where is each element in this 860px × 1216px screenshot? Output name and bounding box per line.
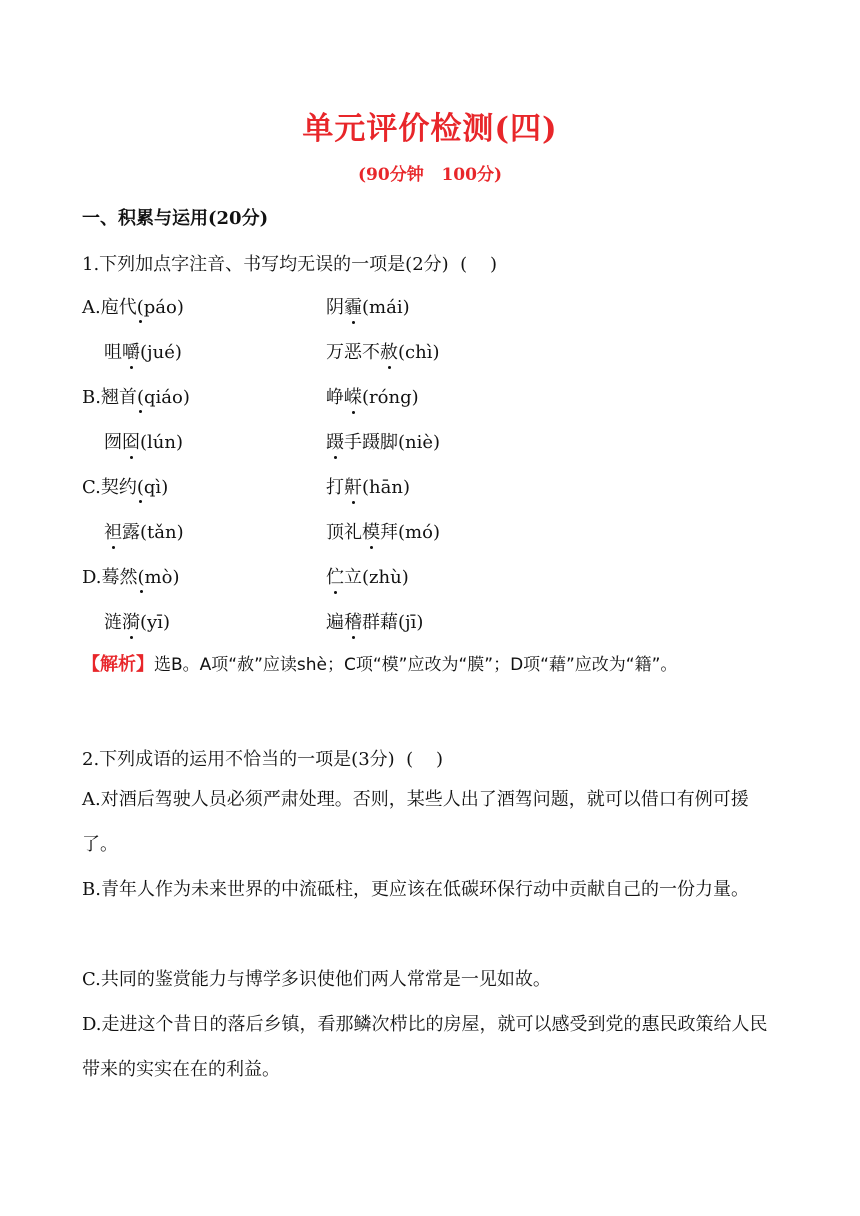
q1-option-d-word-4: 遍稽群藉(jī) <box>326 608 423 634</box>
q2-option-b: B.青年人作为未来世界的中流砥柱，更应该在低碳环保行动中贡献自己的一份力量。 <box>82 879 749 900</box>
page-subtitle: (90分钟 100分) <box>358 165 502 185</box>
q1-option-a-word-1: A.庖代(páo) <box>82 297 184 318</box>
q1-option-d-word-1: D.蓦然(mò) <box>82 567 180 588</box>
q1-option-a-word-4: 万恶不赦(chì) <box>326 338 440 364</box>
q1-option-c-word-4: 顶礼模拜(mó) <box>326 518 440 544</box>
q1-option-b-word-4: 蹑手蹑脚(niè) <box>326 428 440 454</box>
q2-option-a: A.对酒后驾驶人员必须严肃处理。否则，某些人出了酒驾问题，就可以借口有例可援了。 <box>82 789 749 855</box>
analysis-tag: 【解析】 <box>82 654 154 675</box>
q1-option-c-word-2: 打鼾(hān) <box>326 473 410 499</box>
q1-option-b-word-1: B.翘首(qiáo) <box>82 387 190 408</box>
q1-option-b-word-3: 囫囵(lún) <box>104 428 183 454</box>
q1-analysis <box>82 642 782 688</box>
q1-option-a-word-3: 咀嚼(jué) <box>104 338 182 364</box>
q1-option-a-word-2: 阴霾(mái) <box>326 293 410 319</box>
q1-option-c-word-1: C.契约(qì) <box>82 477 169 498</box>
page-title: 单元评价检测(四) <box>302 111 558 147</box>
q2-option-d: D.走进这个昔日的落后乡镇，看那鳞次栉比的房屋，就可以感受到党的惠民政策给人民带来的实实在在的利益。 <box>82 1014 768 1080</box>
q1-option-d-word-3: 涟漪(yī) <box>104 608 170 634</box>
section-heading: 一、积累与运用(20分) <box>82 208 269 229</box>
q1-option-b-word-2: 峥嵘(róng) <box>326 383 419 409</box>
q2-option-c: C.共同的鉴赏能力与博学多识使他们两人常常是一见如故。 <box>82 969 551 990</box>
question-2-stem: 2.下列成语的运用不恰当的一项是(3分) ( ) <box>82 749 444 770</box>
q1-option-c-word-3: 袒露(tǎn) <box>104 518 184 544</box>
q1-option-d-word-2: 伫立(zhù) <box>326 563 409 589</box>
analysis-text: 选B。A项“赦”应读shè；C项“模”应改为“膜”；D项“藉”应改为“籍”。 <box>154 655 678 675</box>
question-1-stem: 1.下列加点字注音、书写均无误的一项是(2分) ( ) <box>82 254 498 275</box>
